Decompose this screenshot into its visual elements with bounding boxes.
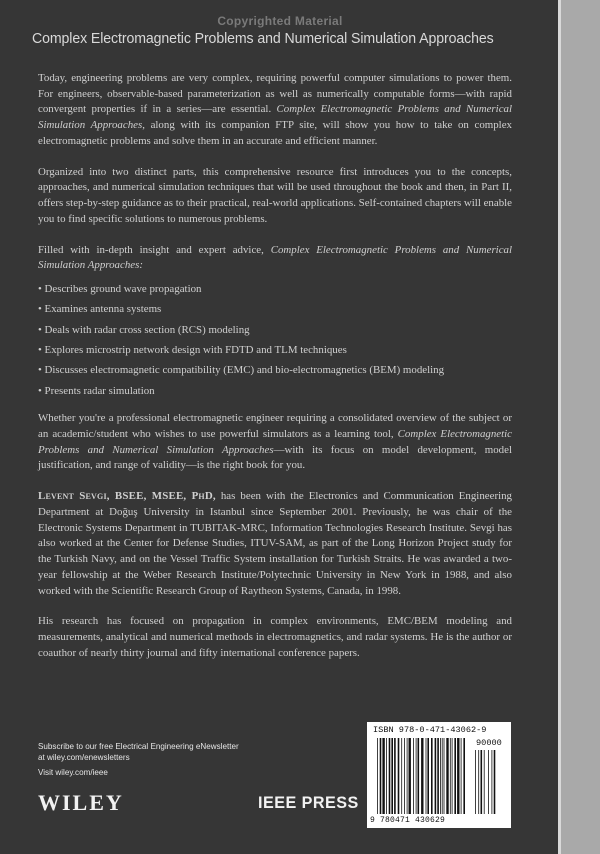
ieee-press-logo: IEEE PRESS <box>258 793 359 812</box>
barcode-bar <box>461 738 462 814</box>
barcode-bar <box>463 738 465 814</box>
newsletter-link[interactable]: at wiley.com/enewsletters <box>38 753 130 762</box>
barcode-bar <box>398 738 400 814</box>
barcode-bar <box>407 738 408 814</box>
barcode-bar <box>450 738 451 814</box>
watermark: Copyrighted Material <box>217 14 343 28</box>
addon-bar <box>494 750 496 814</box>
list-item: • Describes ground wave propagation <box>38 283 202 296</box>
barcode-bar <box>404 738 405 814</box>
barcode-bar <box>440 738 441 814</box>
addon-bar <box>481 750 483 814</box>
barcode-bar <box>409 738 411 814</box>
barcode-bar <box>413 738 414 814</box>
barcode-bar <box>391 738 393 814</box>
barcode-bar <box>380 738 382 814</box>
barcode-bar <box>382 738 384 814</box>
addon-bar <box>488 750 489 814</box>
addon-bar <box>478 750 479 814</box>
book-title: Complex Electromagnetic Problems and Numerical Simulation Approaches <box>32 30 494 47</box>
author-name: Levent Sevgi, BSEE, MSEE, PhD, <box>38 490 216 503</box>
wiley-logo: WILEY <box>38 790 124 815</box>
barcode-bar <box>431 738 433 814</box>
barcode-bar <box>401 738 402 814</box>
author-bio: Levent Sevgi, BSEE, MSEE, PhD, has been with the Electronics and Communication Engineering Department at Doğuş University in Istanbul since September 2001. Previously, he was chair of the Electronic Systems Department in TUBITAK-MRC, Information Technologies Research Institute. Sevgi has also worked at the Center for Defense Studies, ITUV-SAM, as part of the Long Horizon Project study for the Turkish Navy, and on the Vessel Traffic System installation for Turkish Straits. He was awarded a two-year fellowship at the Weber Research Institute/Polytechnic University in New York in 1988, and also worked with the Scientific Research Group of Raytheon Systems, Canada, in 1998. <box>38 490 512 597</box>
barcode-bar <box>452 738 453 814</box>
paragraph-audience: Whether you're a professional electromagnetic engineer requiring a consolidated overview of the subject or an academic/student who wishes to use powerful simulators as a learning tool, Complex Electromagnetic Problems and Numerical Simulation Approaches—with its focus on model development, model justification, and range of validity—is the right book for you. <box>38 412 512 472</box>
barcode-bar <box>427 738 429 814</box>
isbn-label: ISBN 978-0-471-43062-9 <box>373 725 487 735</box>
barcode-bar <box>386 738 387 814</box>
book-spine <box>560 0 600 854</box>
paragraph-research: His research has focused on propagation in complex environments, EMC/BEM modeling and measurements, analytical and numerical methods in electromagnetics, and radar systems. He is the author or coauthor of nearly thirty journal and fifty international conference papers. <box>38 615 512 659</box>
addon-bar <box>475 750 476 814</box>
paragraph-organization: Organized into two distinct parts, this comprehensive resource first introduces you to the concepts, approaches, and numerical simulation techniques that will be used throughout the book and then, in Part II, offers step-by-step guidance as to their practical, real-world applications. Self-contained chapters will enable you to find specific solutions to numerous problems. <box>38 165 512 225</box>
barcode-bar <box>418 738 420 814</box>
barcode-bar <box>389 738 391 814</box>
ean-number: 9 780471 430629 <box>370 816 446 825</box>
barcode-bar <box>437 738 439 814</box>
paragraph-features-lead: Filled with in-depth insight and expert advice, Complex Electromagnetic Problems and Numerical Simulation Approaches: <box>38 243 513 272</box>
price-code: 90000 <box>476 738 502 748</box>
barcode-bar <box>416 738 417 814</box>
feature-list <box>38 282 512 399</box>
newsletter-note: Subscribe to our free Electrical Engineering eNewsletter at wiley.com/enewsletters <box>38 742 239 762</box>
cover-text <box>38 71 512 677</box>
paragraph-intro: Today, engineering problems are very complex, requiring powerful computer simulations to power them. For engineers, observable-based parameterization as well as numerically computable forms—with rapid convergent properties if in a series—are essential. Complex Electromagnetic Problems and Numerical Simulation Approaches, along with its companion FTP site, will show you how to take on complex electromagnetic problems and solve them in an accurate and efficient manner. <box>38 72 512 147</box>
barcode-bar <box>444 738 445 814</box>
spine-edge <box>558 0 561 854</box>
list-item: • Deals with radar cross section (RCS) modeling <box>38 323 250 336</box>
barcode-area <box>367 722 511 828</box>
barcode-bar <box>421 738 423 814</box>
list-item: • Examines antenna systems <box>38 303 162 316</box>
barcode-bar <box>435 738 437 814</box>
barcode-bar <box>394 738 396 814</box>
addon-bar <box>492 750 493 814</box>
visit-link[interactable]: Visit wiley.com/ieee <box>38 768 108 777</box>
barcode-bar <box>442 738 443 814</box>
barcode-bar <box>446 738 448 814</box>
barcode-bar <box>426 738 427 814</box>
list-item: • Explores microstrip network design with FDTD and TLM techniques <box>38 344 347 356</box>
barcode-bar <box>454 738 456 814</box>
barcode-icon <box>367 722 511 828</box>
addon-bar <box>484 750 485 814</box>
barcode-bar <box>457 738 459 814</box>
list-item: • Presents radar simulation <box>38 384 155 397</box>
barcode-bar <box>377 738 378 814</box>
list-item: • Discusses electromagnetic compatibility (EMC) and bio-electromagnetics (BEM) modeling <box>38 364 445 377</box>
